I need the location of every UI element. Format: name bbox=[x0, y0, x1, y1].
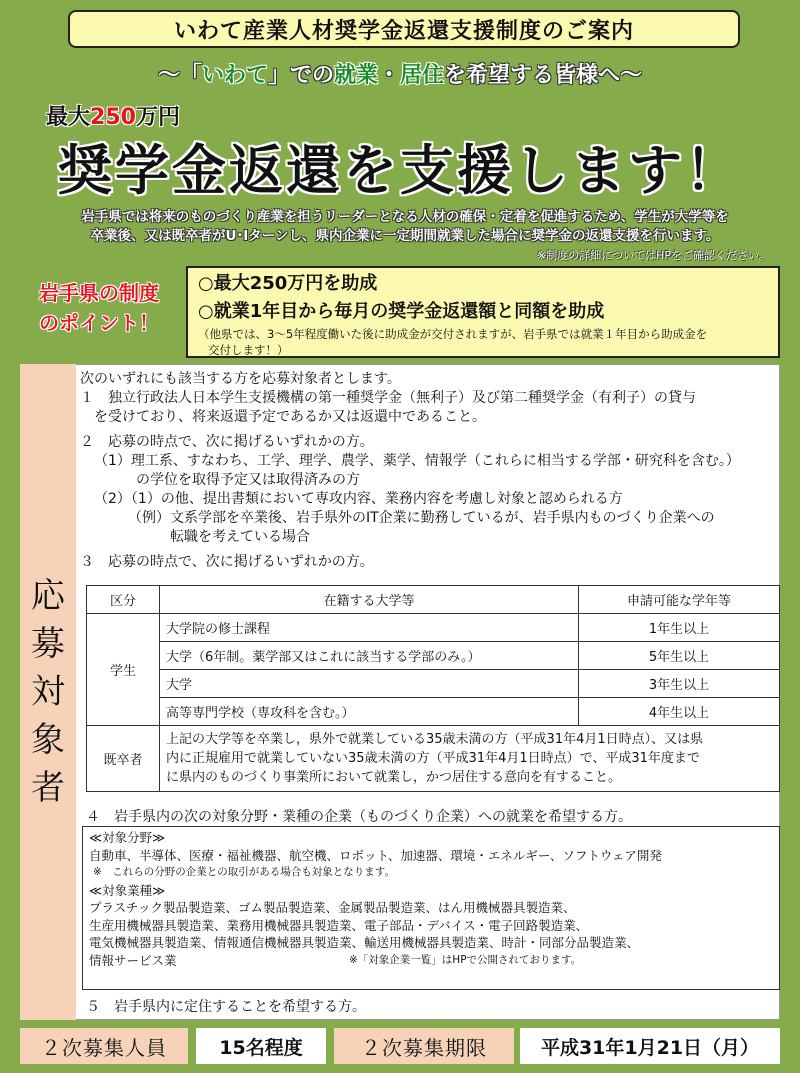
table-header: 申請可能な学年等 bbox=[579, 586, 780, 614]
requirement-example-line-2: 転職を考えている場合 bbox=[170, 529, 310, 545]
graduate-line-2: 内に正規雇用で就業していない35歳未満の方（平成31年4月1日時点）で、平成31年度まで bbox=[166, 751, 700, 766]
requirement-2-1-line-1: （1）理工系、すなわち、工学、理学、農学、薬学、情報学（これらに相当する学部・研究科を含む。） bbox=[94, 453, 740, 469]
year-cell: 4年生以上 bbox=[579, 698, 780, 726]
graduate-category: 既卒者 bbox=[87, 726, 160, 792]
year-cell: 1年生以上 bbox=[579, 614, 780, 642]
recruit-count-value: 15名程度 bbox=[196, 1028, 326, 1064]
subtitle-iwate: いわて bbox=[201, 63, 268, 88]
subtitle-kyoju: 居住 bbox=[400, 63, 445, 88]
subtitle-mid: 」での bbox=[267, 63, 334, 88]
table-header: 区分 bbox=[87, 586, 160, 614]
requirements-intro: 次のいずれにも該当する方を応募対象者とします。 bbox=[80, 371, 401, 387]
point-item-1: ○最大250万円を助成 bbox=[198, 273, 378, 294]
hp-note: ※制度の詳細についてはHPをご確認ください。 bbox=[537, 249, 770, 262]
subtitle bbox=[0, 58, 800, 89]
max-suffix: 万円 bbox=[135, 105, 180, 130]
graduate-line-3: に県内のものづくり事業所において就業し，かつ居住する意向を有すること。 bbox=[166, 770, 622, 785]
points-label bbox=[14, 278, 184, 338]
subtitle-suffix: を希望する皆様へ～ bbox=[444, 63, 643, 88]
eligible-schools-table bbox=[86, 585, 780, 792]
school-cell: 高等専門学校（専攻科を含む。） bbox=[160, 698, 579, 726]
field-note: ※ これらの分野の企業との取引がある場合も対象となります。 bbox=[93, 866, 395, 878]
subtitle-shugyo: 就業 bbox=[333, 63, 378, 88]
requirement-1-line-1: １ 独立行政法人日本学生支援機構の第一種奨学金（無利子）及び第二種奨学金（有利子）の貸与 bbox=[80, 390, 696, 406]
eligibility-side-label bbox=[20, 364, 76, 1020]
graduate-line-1: 上記の大学等を卒業し，県外で就業している35歳未満の方（平成31年4月1日時点）、又は県 bbox=[166, 732, 704, 747]
point-item-2: ○就業1年目から毎月の奨学金返還額と同額を助成 bbox=[198, 301, 605, 322]
requirement-3: ３ 応募の時点で、次に掲げるいずれかの方。 bbox=[80, 554, 374, 570]
max-amount-label bbox=[46, 100, 180, 131]
requirement-example-line-1: （例）文系学部を卒業後、岩手県外のIT企業に勤務しているが、岩手県内ものづくり企業への bbox=[128, 510, 715, 526]
graduate-description bbox=[160, 726, 780, 792]
deadline-value: 平成31年1月21日（月） bbox=[520, 1028, 780, 1064]
max-amount: 250 bbox=[90, 105, 136, 130]
industry-line: 生産用機械器具製造業、業務用機械器具製造業、電子部品・デバイス・電子回路製造業、 bbox=[89, 917, 589, 933]
points-box bbox=[186, 266, 780, 358]
industry-line: プラスチック製品製造業、ゴム製品製造業、金属製品製造業、はん用機械器具製造業、 bbox=[89, 900, 576, 915]
table-row bbox=[87, 670, 780, 698]
side-char: 募 bbox=[31, 624, 65, 664]
requirement-2-1-line-2: の学位を取得予定又は取得済みの方 bbox=[136, 472, 360, 488]
school-cell: 大学 bbox=[160, 670, 579, 698]
intro-line-1: 岩手県では将来のものづくり産業を担うリーダーとなる人材の確保・定着を促進するため、学生が大学等を bbox=[81, 209, 729, 225]
points-label-line-2: のポイント！ bbox=[39, 311, 159, 335]
flyer-title: いわて産業人材奨学金返還支援制度のご案内 bbox=[68, 10, 740, 48]
industry-header: ≪対象業種≫ bbox=[89, 882, 166, 898]
point-note-line-1: （他県では、3～5年程度働いた後に助成金が交付されますが、岩手県では就業１年目から助成金を bbox=[198, 327, 708, 341]
requirement-2: ２ 応募の時点で、次に掲げるいずれかの方。 bbox=[80, 434, 374, 450]
side-char: 応 bbox=[31, 576, 65, 616]
industry-last-line bbox=[89, 952, 773, 970]
year-cell: 5年生以上 bbox=[579, 642, 780, 670]
table-row bbox=[87, 726, 780, 792]
recruit-count-label: ２次募集人員 bbox=[20, 1028, 188, 1064]
points-label-line-1: 岩手県の制度 bbox=[39, 281, 159, 305]
table-row bbox=[87, 642, 780, 670]
table-header-row bbox=[87, 586, 780, 614]
table-header: 在籍する大学等 bbox=[160, 586, 579, 614]
industry-line: 電気機械器具製造業、情報通信機械器具製造業、輸送用機械器具製造業、時計・同部分品製造業、 bbox=[89, 935, 640, 950]
max-prefix: 最大 bbox=[46, 105, 91, 130]
target-fields-box bbox=[82, 826, 780, 990]
side-char: 者 bbox=[31, 768, 65, 808]
field-header: ≪対象分野≫ bbox=[89, 830, 166, 845]
subtitle-dot: ・ bbox=[378, 63, 401, 88]
school-cell: 大学（6年制。薬学部又はこれに該当する学部のみ。） bbox=[160, 642, 579, 670]
intro-text bbox=[40, 208, 770, 246]
school-cell: 大学院の修士課程 bbox=[160, 614, 579, 642]
industry-note: ※「対象企業一覧」はHPで公開されております。 bbox=[349, 953, 582, 966]
side-char: 象 bbox=[31, 720, 65, 760]
deadline-label: ２次募集期限 bbox=[334, 1028, 514, 1064]
requirement-4: ４ 岩手県内の次の対象分野・業種の企業（ものづくり企業）への就業を希望する方。 bbox=[86, 809, 632, 825]
field-list: 自動車、半導体、医療・福祉機器、航空機、ロボット、加速器、環境・エネルギー、ソフトウェア開発 bbox=[89, 847, 662, 863]
side-char: 対 bbox=[31, 672, 65, 712]
year-cell: 3年生以上 bbox=[579, 670, 780, 698]
intro-line-2: 卒業後、又は既卒者がU･Iターンし、県内企業に一定期間就業した場合に奨学金の返還支援を行います。 bbox=[90, 228, 720, 244]
subtitle-prefix: ～「 bbox=[157, 63, 202, 88]
headline: 奨学金返還を支援します！ bbox=[58, 139, 742, 202]
table-row bbox=[87, 614, 780, 642]
requirements-text bbox=[80, 370, 775, 572]
requirement-5: ５ 岩手県内に定住することを希望する方。 bbox=[86, 999, 366, 1015]
industry-line: 情報サービス業 bbox=[89, 952, 177, 968]
student-category: 学生 bbox=[87, 614, 160, 726]
table-row bbox=[87, 698, 780, 726]
requirement-1-line-2: を受けており、将来返還予定であるか又は返還中であること。 bbox=[94, 409, 486, 425]
point-note-line-2: 交付します！） bbox=[208, 343, 289, 357]
requirement-2-2: （2）（1）の他、提出書類において専攻内容、業務内容を考慮し対象と認められる方 bbox=[94, 491, 623, 507]
